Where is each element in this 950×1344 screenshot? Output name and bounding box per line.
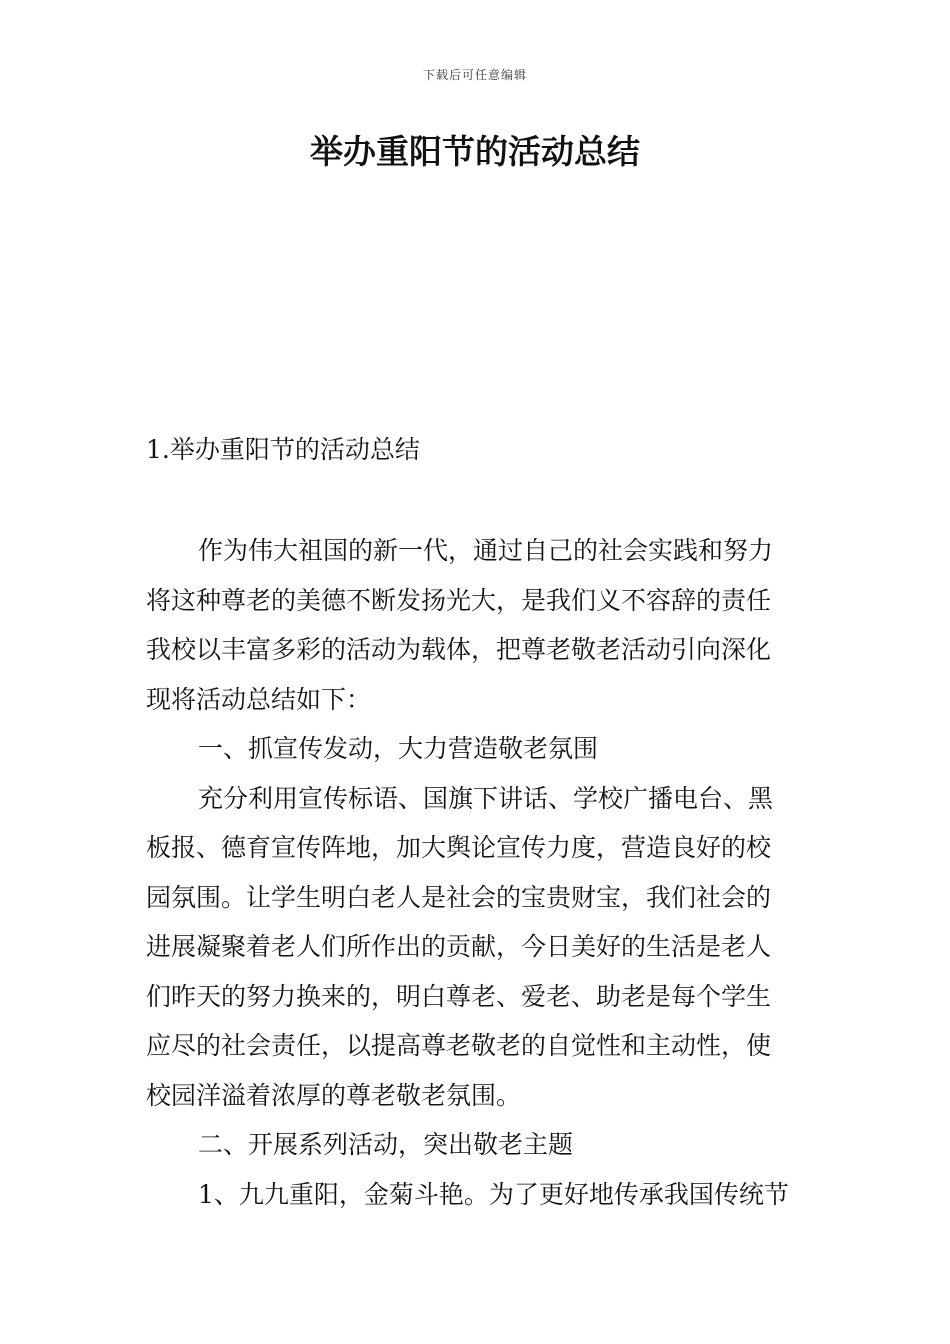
paragraph-line: 板报、德育宣传阵地，加大舆论宣传力度，营造良好的校 — [146, 833, 772, 862]
document-title: 举办重阳节的活动总结 — [310, 132, 640, 171]
paragraph-line: 应尽的社会责任，以提高尊老敬老的自觉性和主动性，使 — [146, 1031, 772, 1060]
subheading-line: 二、开展系列活动，突出敬老主题 — [198, 1130, 574, 1159]
paragraph-line: 们昨天的努力换来的，明白尊老、爱老、助老是每个学生 — [146, 981, 772, 1011]
paragraph-line: 充分利用宣传标语、国旗下讲话、学校广播电台、黑 — [198, 783, 774, 813]
paragraph-line: 进展凝聚着老人们所作出的贡献，今日美好的生活是老人 — [146, 932, 772, 961]
paragraph-line: 校园洋溢着浓厚的尊老敬老氛围。 — [146, 1080, 522, 1110]
section-heading: 1.举办重阳节的活动总结 — [146, 435, 420, 464]
paragraph-line: 1、九九重阳，金菊斗艳。为了更好地传承我国传统节 — [198, 1179, 789, 1209]
header-note: 下载后可任意编辑 — [422, 68, 527, 82]
paragraph-line: 现将活动总结如下： — [146, 684, 372, 714]
subheading-line: 一、抓宣传发动，大力营造敬老氛围 — [198, 734, 599, 763]
paragraph-line: 我校以丰富多彩的活动为载体，把尊老敬老活动引向深化 — [146, 635, 772, 664]
paragraph-line: 园氛围。让学生明白老人是社会的宝贵财宝，我们社会的 — [146, 882, 772, 912]
document-body — [146, 526, 806, 1219]
paragraph-line: 将这种尊老的美德不断发扬光大，是我们义不容辞的责任 — [146, 585, 772, 615]
paragraph-line: 作为伟大祖国的新一代，通过自己的社会实践和努力 — [198, 536, 774, 565]
